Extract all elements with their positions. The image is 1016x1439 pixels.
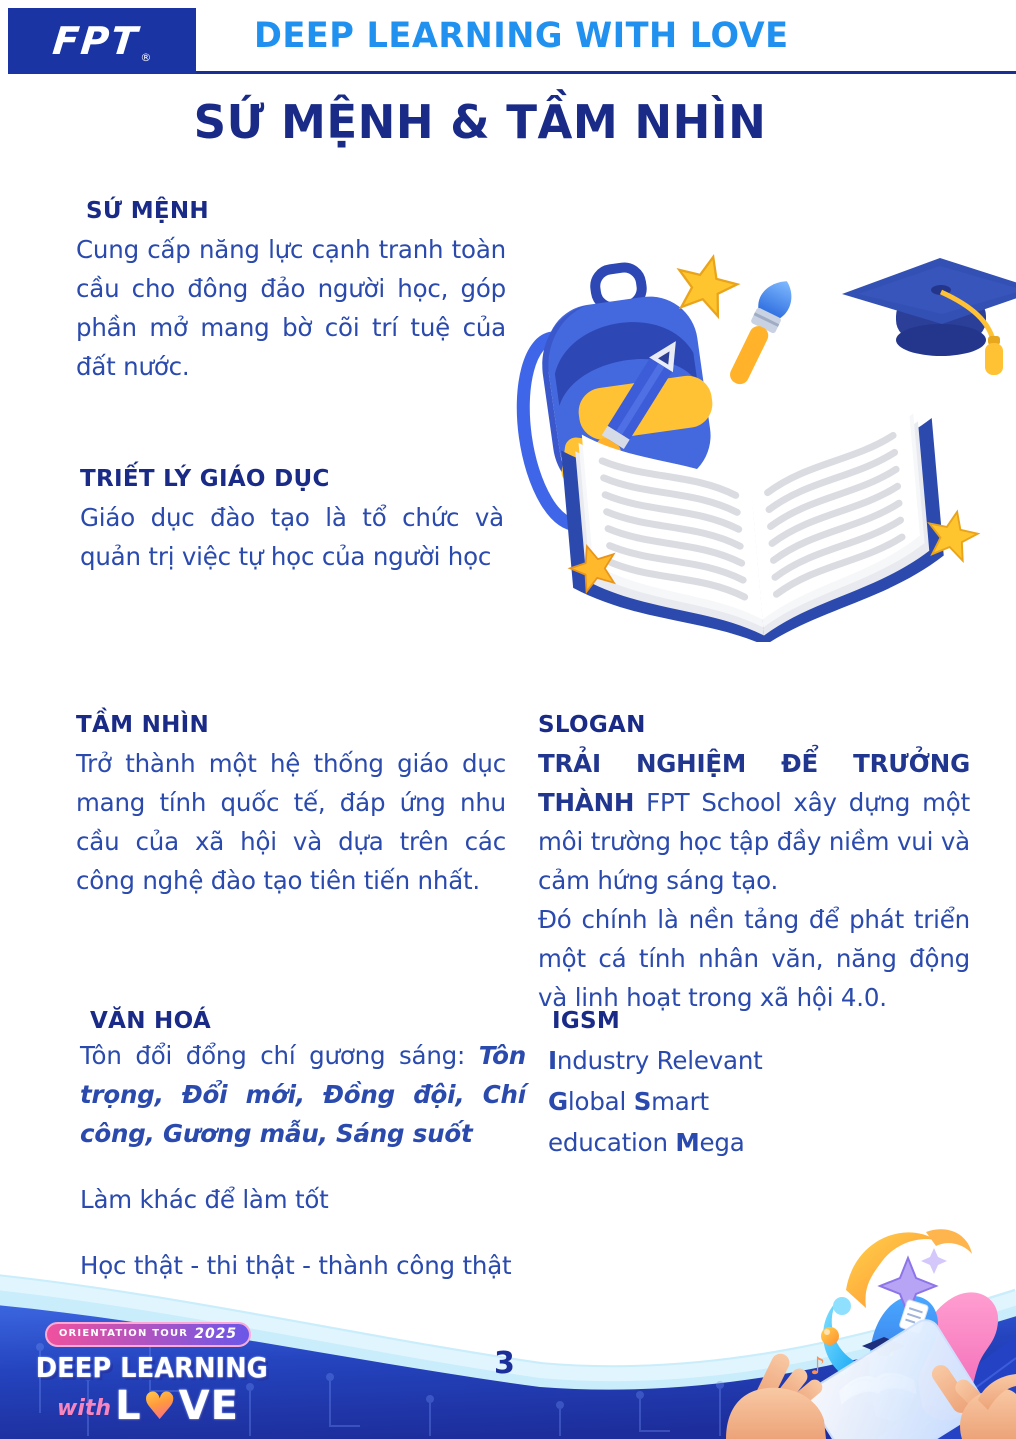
page-number: 3 xyxy=(494,1346,515,1381)
graduation-cap-icon xyxy=(842,258,1016,375)
page-title: SỨ MỆNH & TẦM NHÌN xyxy=(193,95,767,149)
culture-values: Tôn trọng, Đổi mới, Đồng đội, Chí công, Gương mẫu, Sáng suốt xyxy=(80,1041,526,1148)
igsm-lines: Industry Relevant Global Smart education Mega xyxy=(548,1046,763,1157)
sparkle-icon xyxy=(921,1248,947,1274)
heart-icon: ♥ xyxy=(142,1384,178,1428)
footer-logo-line1: DEEP LEARNING xyxy=(35,1351,268,1384)
culture-body xyxy=(80,1036,526,1153)
education-illustration-icon xyxy=(500,230,1016,642)
igsm-heading: IGSM xyxy=(552,1008,621,1034)
culture-lead: Tôn đổi đổng chí gương sáng: xyxy=(80,1041,479,1070)
badge-year: 2025 xyxy=(194,1326,238,1342)
registered-mark: ® xyxy=(140,51,152,64)
section-slogan xyxy=(538,712,970,1017)
vision-heading: TẦM NHÌN xyxy=(76,712,210,738)
badge-label: ORIENTATION TOUR xyxy=(58,1328,189,1339)
hands-tablet-illustration-icon xyxy=(726,1224,1016,1439)
slogan-lead-rest: FPT School xây dựng một môi trường học tập đầy niềm vui và cảm hứng sáng tạo. xyxy=(538,788,970,895)
music-note-icon: ♪ xyxy=(810,1352,826,1380)
vision-body: Trở thành một hệ thống giáo dục mang tính quốc tế, đáp ứng nhu cầu của xã hội và dựa trên các công nghệ đào tạo tiên tiến nhất. xyxy=(76,749,506,895)
philosophy-body: Giáo dục đào tạo là tổ chức và quản trị việc tự học của người học xyxy=(80,503,504,571)
slogan-body2: Đó chính là nền tảng để phát triển một cá tính nhân văn, năng động và linh hoạt trong xã hội 4.0. xyxy=(538,905,970,1012)
mission-body: Cung cấp năng lực cạnh tranh toàn cầu cho đông đảo người học, góp phần mở mang bờ cõi trí tuệ của đất nước. xyxy=(76,235,506,381)
culture-line2: Làm khác để làm tốt xyxy=(80,1185,329,1214)
fpt-logo-text: FPT xyxy=(50,19,141,63)
section-philosophy xyxy=(80,466,504,576)
section-mission xyxy=(76,198,506,386)
orientation-tour-badge xyxy=(45,1322,251,1347)
footer-logo-love: L♥VE xyxy=(115,1383,239,1429)
mission-heading: SỨ MỆNH xyxy=(86,198,209,224)
header-title: DEEP LEARNING WITH LOVE xyxy=(254,16,789,56)
header-divider xyxy=(196,71,1016,74)
philosophy-heading: TRIẾT LÝ GIÁO DỤC xyxy=(80,466,330,492)
slogan-heading: SLOGAN xyxy=(538,712,646,738)
culture-line3: Học thật - thi thật - thành công thật xyxy=(80,1251,512,1280)
section-igsm xyxy=(548,1008,948,1163)
slogan-body xyxy=(538,744,970,900)
paintbrush-icon xyxy=(722,274,799,390)
footer-logo xyxy=(26,1322,270,1429)
footer-logo-with: with xyxy=(57,1396,112,1421)
slogan-lead: TRẢI NGHIỆM ĐỂ TRƯỞNG THÀNH xyxy=(538,749,970,817)
fpt-logo xyxy=(8,8,196,74)
section-vision xyxy=(76,712,506,900)
culture-heading: VĂN HOÁ xyxy=(90,1008,211,1034)
